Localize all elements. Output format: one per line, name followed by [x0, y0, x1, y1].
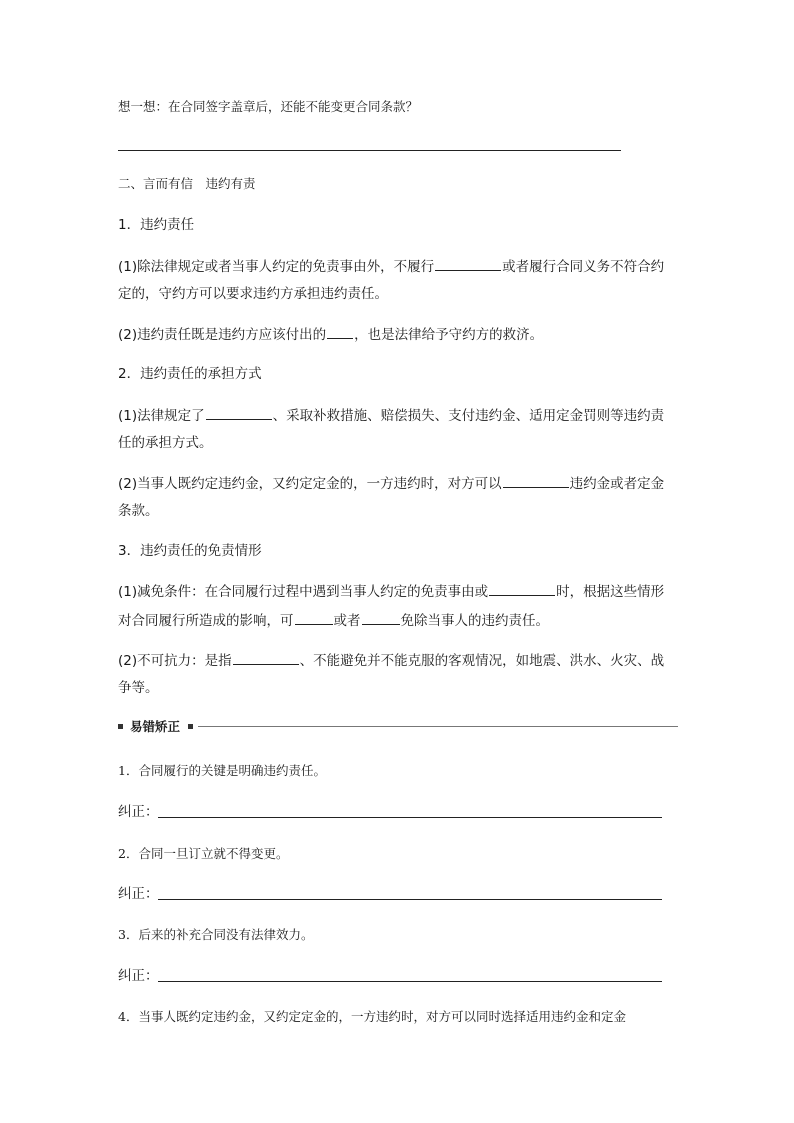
paragraph-3-2-line-2: 争等。: [118, 680, 159, 696]
fill-blank[interactable]: [435, 256, 501, 271]
correction-item-1: 1．合同履行的关键是明确违约责任。: [118, 763, 326, 778]
section-heading: 二、言而有信 违约有责: [118, 176, 256, 191]
text-segment: 免除当事人的违约责任。: [400, 613, 549, 629]
text-segment: (2)不可抗力：是指: [118, 653, 232, 669]
text-segment: 或者履行合同义务不符合约: [502, 259, 665, 275]
fill-blank[interactable]: [327, 324, 353, 339]
paragraph-1-1-line-2: 定的，守约方可以要求违约方承担违约责任。: [118, 286, 388, 302]
paragraph-2-2-line-1: [118, 473, 664, 493]
bullet-square-icon: [118, 724, 123, 729]
text-segment: ，也是法律给予守约方的救济。: [354, 327, 544, 343]
fill-blank[interactable]: [503, 473, 569, 488]
think-question: 想一想：在合同签字盖章后，还能不能变更合同条款？: [118, 99, 419, 114]
section-title: 易错矫正: [130, 719, 181, 734]
correction-item-4: 4．当事人既约定违约金，又约定定金的，一方违约时，对方可以同时选择适用违约金和定金: [118, 1009, 626, 1024]
correction-item-2: 2．合同一旦订立就不得变更。: [118, 846, 289, 861]
error-correction-header: [118, 718, 678, 736]
divider: [198, 726, 678, 727]
text-segment: (2)违约责任既是违约方应该付出的: [118, 327, 327, 343]
text-segment: 或者: [333, 613, 361, 629]
text-segment: (2)当事人既约定违约金，又约定定金的，一方违约时，对方可以: [118, 476, 502, 492]
answer-line[interactable]: [158, 817, 662, 818]
answer-line[interactable]: [158, 899, 662, 900]
text-segment: (1)减免条件：在合同履行过程中遇到当事人约定的免责事由或: [118, 584, 489, 600]
answer-line[interactable]: [118, 150, 621, 151]
text-segment: (1)法律规定了: [118, 408, 205, 424]
fix-label: 纠正：: [118, 886, 159, 902]
answer-line[interactable]: [158, 981, 662, 982]
fix-row-2: [118, 885, 159, 903]
fill-blank[interactable]: [206, 405, 272, 420]
fix-row-1: [118, 803, 159, 821]
fix-label: 纠正：: [118, 968, 159, 984]
fill-blank[interactable]: [489, 581, 555, 596]
fill-blank[interactable]: [295, 610, 333, 625]
text-segment: 时，根据这些情形: [556, 584, 665, 600]
paragraph-3-2-line-1: [118, 650, 664, 670]
subsection-title-2: 2．违约责任的承担方式: [118, 366, 262, 382]
text-segment: (1)除法律规定或者当事人约定的免责事由外，不履行: [118, 259, 435, 275]
paragraph-3-1-line-2: [118, 610, 549, 630]
text-segment: 、不能避免并不能克服的客观情况，如地震、洪水、火灾、战: [299, 653, 665, 669]
fill-blank[interactable]: [362, 610, 400, 625]
paragraph-2-1-line-2: 任的承担方式。: [118, 435, 213, 451]
paragraph-3-1-line-1: [118, 581, 664, 601]
paragraph-1-1-line-1: [118, 256, 664, 276]
correction-item-3: 3．后来的补充合同没有法律效力。: [118, 927, 314, 942]
paragraph-2-1-line-1: [118, 405, 664, 425]
text-segment: 对合同履行所造成的影响，可: [118, 613, 294, 629]
fill-blank[interactable]: [233, 650, 299, 665]
paragraph-2-2-line-2: 条款。: [118, 503, 159, 519]
subsection-title-1: 1．违约责任: [118, 217, 195, 233]
fix-row-3: [118, 967, 159, 985]
text-segment: 违约金或者定金: [569, 476, 665, 492]
fix-label: 纠正：: [118, 804, 159, 820]
text-segment: 、采取补救措施、赔偿损失、支付违约金、适用定金罚则等违约责: [272, 408, 665, 424]
subsection-title-3: 3．违约责任的免责情形: [118, 543, 262, 559]
paragraph-1-2: [118, 324, 543, 344]
bullet-square-icon: [188, 724, 193, 729]
